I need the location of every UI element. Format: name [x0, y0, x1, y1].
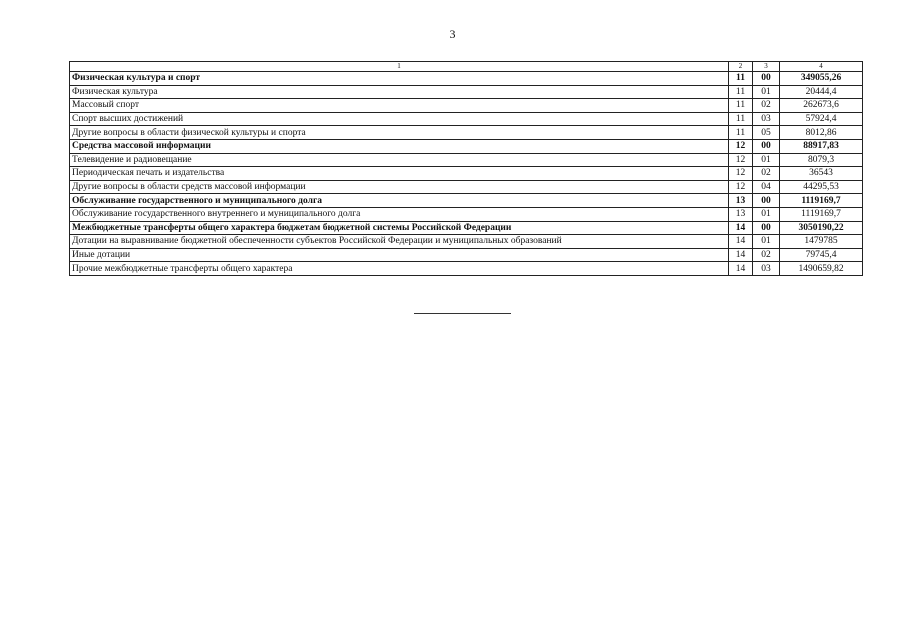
row-section-cell: 12	[729, 167, 753, 181]
page-number: 3	[449, 27, 456, 41]
table-row	[70, 167, 863, 181]
row-subsection-cell: 00	[753, 139, 780, 153]
row-section-cell: 13	[729, 194, 753, 208]
row-amount-cell: 44295,53	[780, 180, 863, 194]
row-name-cell: Обслуживание государственного и муниципального долга	[70, 194, 729, 208]
row-section-cell: 12	[729, 180, 753, 194]
row-section-cell: 11	[729, 85, 753, 99]
row-amount-cell: 79745,4	[780, 248, 863, 262]
table-row	[70, 180, 863, 194]
row-subsection-cell: 02	[753, 99, 780, 113]
row-amount-cell: 1119169,7	[780, 207, 863, 221]
row-subsection-cell: 04	[753, 180, 780, 194]
table-row	[70, 248, 863, 262]
row-subsection-cell: 02	[753, 167, 780, 181]
row-subsection-cell: 03	[753, 112, 780, 126]
row-section-cell: 14	[729, 248, 753, 262]
row-name-cell: Обслуживание государственного внутреннего и муниципального долга	[70, 207, 729, 221]
row-subsection-cell: 00	[753, 194, 780, 208]
row-name-cell: Телевидение и радиовещание	[70, 153, 729, 167]
row-name-cell: Прочие межбюджетные трансферты общего характера	[70, 262, 729, 276]
row-name-cell: Средства массовой информации	[70, 139, 729, 153]
bottom-divider	[414, 313, 511, 314]
row-amount-cell: 88917,83	[780, 139, 863, 153]
table-row	[70, 112, 863, 126]
table-body	[70, 62, 863, 276]
table-row	[70, 126, 863, 140]
row-amount-cell: 57924,4	[780, 112, 863, 126]
table-row	[70, 207, 863, 221]
row-section-cell: 11	[729, 72, 753, 86]
row-amount-cell: 349055,26	[780, 72, 863, 86]
row-name-cell: Физическая культура	[70, 85, 729, 99]
table-row	[70, 194, 863, 208]
header-col-4: 4	[780, 62, 863, 72]
row-amount-cell: 8079,3	[780, 153, 863, 167]
row-section-cell: 12	[729, 139, 753, 153]
budget-table	[69, 61, 863, 276]
table-row	[70, 235, 863, 249]
row-section-cell: 12	[729, 153, 753, 167]
row-section-cell: 14	[729, 235, 753, 249]
row-section-cell: 11	[729, 126, 753, 140]
row-amount-cell: 262673,6	[780, 99, 863, 113]
row-amount-cell: 1119169,7	[780, 194, 863, 208]
row-subsection-cell: 02	[753, 248, 780, 262]
row-section-cell: 11	[729, 99, 753, 113]
row-section-cell: 13	[729, 207, 753, 221]
row-subsection-cell: 05	[753, 126, 780, 140]
row-amount-cell: 1479785	[780, 235, 863, 249]
table-row	[70, 153, 863, 167]
table-row	[70, 262, 863, 276]
row-amount-cell: 8012,86	[780, 126, 863, 140]
row-section-cell: 14	[729, 221, 753, 235]
row-name-cell: Спорт высших достижений	[70, 112, 729, 126]
table-row	[70, 85, 863, 99]
header-col-3: 3	[753, 62, 780, 72]
row-subsection-cell: 01	[753, 235, 780, 249]
row-subsection-cell: 01	[753, 207, 780, 221]
row-subsection-cell: 01	[753, 153, 780, 167]
table-row	[70, 72, 863, 86]
row-subsection-cell: 01	[753, 85, 780, 99]
row-name-cell: Иные дотации	[70, 248, 729, 262]
row-section-cell: 11	[729, 112, 753, 126]
row-name-cell: Межбюджетные трансферты общего характера бюджетам бюджетной системы Российской Федерации	[70, 221, 729, 235]
row-name-cell: Другие вопросы в области средств массовой информации	[70, 180, 729, 194]
row-amount-cell: 1490659,82	[780, 262, 863, 276]
table-row	[70, 139, 863, 153]
table-row	[70, 221, 863, 235]
row-amount-cell: 3050190,22	[780, 221, 863, 235]
table-header-row	[70, 62, 863, 72]
header-col-2: 2	[729, 62, 753, 72]
table-row	[70, 99, 863, 113]
row-amount-cell: 20444,4	[780, 85, 863, 99]
row-name-cell: Дотации на выравнивание бюджетной обеспеченности субъектов Российской Федерации и муниципальных образований	[70, 235, 729, 249]
header-col-1: 1	[70, 62, 729, 72]
row-name-cell: Массовый спорт	[70, 99, 729, 113]
row-name-cell: Другие вопросы в области физической культуры и спорта	[70, 126, 729, 140]
row-section-cell: 14	[729, 262, 753, 276]
row-amount-cell: 36543	[780, 167, 863, 181]
row-name-cell: Периодическая печать и издательства	[70, 167, 729, 181]
row-name-cell: Физическая культура и спорт	[70, 72, 729, 86]
row-subsection-cell: 00	[753, 221, 780, 235]
row-subsection-cell: 00	[753, 72, 780, 86]
row-subsection-cell: 03	[753, 262, 780, 276]
